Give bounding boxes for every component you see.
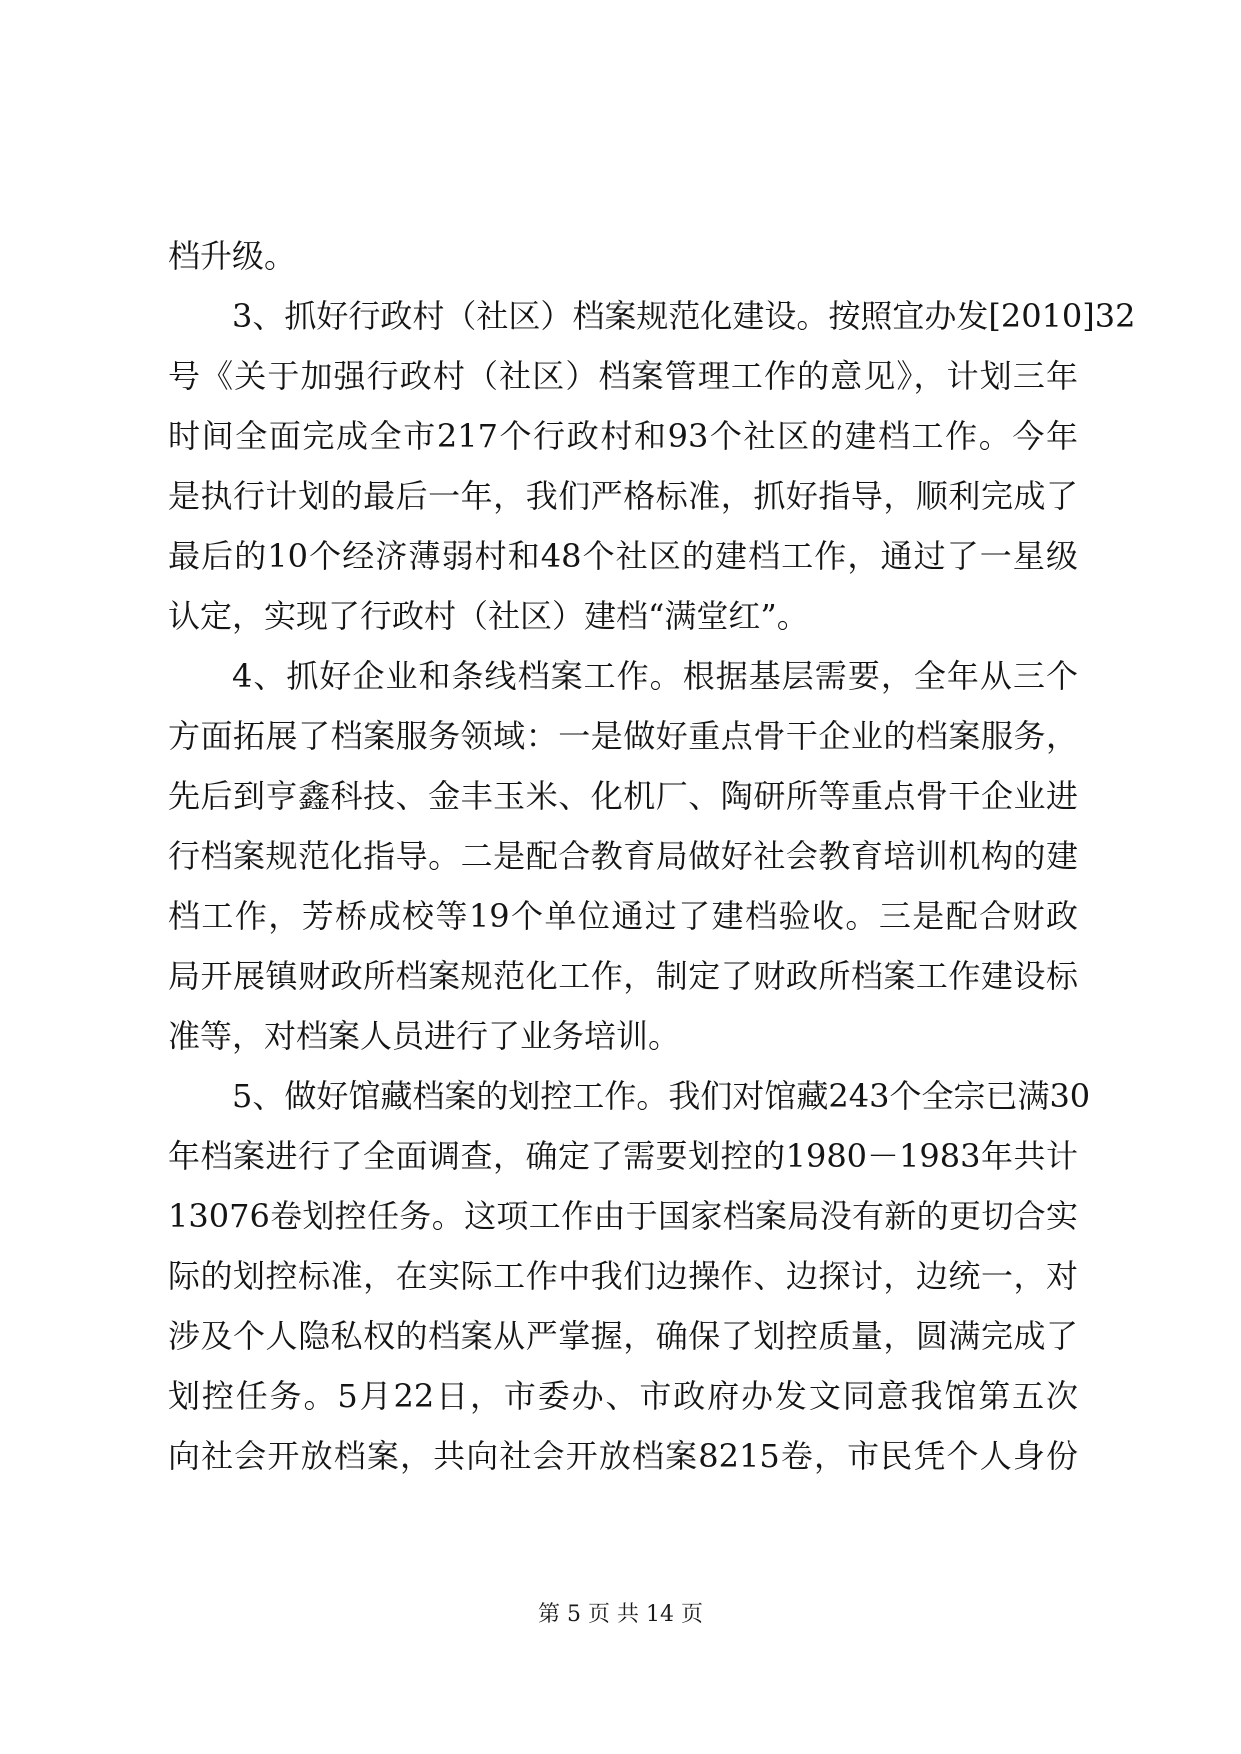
text-line: 局开展镇财政所档案规范化工作，制定了财政所档案工作建设标 <box>168 957 1078 995</box>
text-line: 号《关于加强行政村（社区）档案管理工作的意见》，计划三年 <box>168 357 1078 395</box>
text-line: 涉及个人隐私权的档案从严掌握，确保了划控质量，圆满完成了 <box>168 1317 1078 1355</box>
text-line: 3、抓好行政村（社区）档案规范化建设。按照宜办发[2010]32 <box>232 297 1136 335</box>
text-line: 准等，对档案人员进行了业务培训。 <box>168 1017 681 1055</box>
text-line: 年档案进行了全面调查，确定了需要划控的1980－1983年共计 <box>168 1137 1078 1175</box>
text-line: 档工作，芳桥成校等19个单位通过了建档验收。三是配合财政 <box>168 897 1078 935</box>
paragraph-3-village-archives <box>168 286 1136 646</box>
text-line: 最后的10个经济薄弱村和48个社区的建档工作，通过了一星级 <box>168 537 1078 575</box>
text-line: 4、抓好企业和条线档案工作。根据基层需要，全年从三个 <box>232 657 1078 695</box>
text-line: 向社会开放档案，共向社会开放档案8215卷，市民凭个人身份 <box>168 1437 1078 1475</box>
text-line: 先后到亨鑫科技、金丰玉米、化机厂、陶研所等重点骨干企业进 <box>168 777 1078 815</box>
text-line: 方面拓展了档案服务领域：一是做好重点骨干企业的档案服务， <box>168 717 1078 755</box>
text-line: 际的划控标准，在实际工作中我们边操作、边探讨，边统一，对 <box>168 1257 1078 1295</box>
text-line: 时间全面完成全市217个行政村和93个社区的建档工作。今年 <box>168 417 1078 455</box>
paragraph-4-enterprise-archives <box>168 646 1078 1066</box>
text-line: 认定，实现了行政村（社区）建档“满堂红”。 <box>168 597 809 635</box>
paragraph-continuation <box>168 226 1078 286</box>
body-text <box>168 226 1136 1486</box>
text-line: 是执行计划的最后一年，我们严格标准，抓好指导，顺利完成了 <box>168 477 1078 515</box>
text-line: 行档案规范化指导。二是配合教育局做好社会教育培训机构的建 <box>168 837 1078 875</box>
page-number-footer: 第 5 页 共 14 页 <box>538 1602 703 1627</box>
text-line: 5、做好馆藏档案的划控工作。我们对馆藏243个全宗已满30 <box>232 1077 1091 1115</box>
text-line: 档升级。 <box>168 237 297 275</box>
text-line: 13076卷划控任务。这项工作由于国家档案局没有新的更切合实 <box>168 1197 1078 1235</box>
text-line: 划控任务。5月22日，市委办、市政府办发文同意我馆第五次 <box>168 1377 1078 1415</box>
paragraph-5-collection-control <box>168 1066 1091 1486</box>
